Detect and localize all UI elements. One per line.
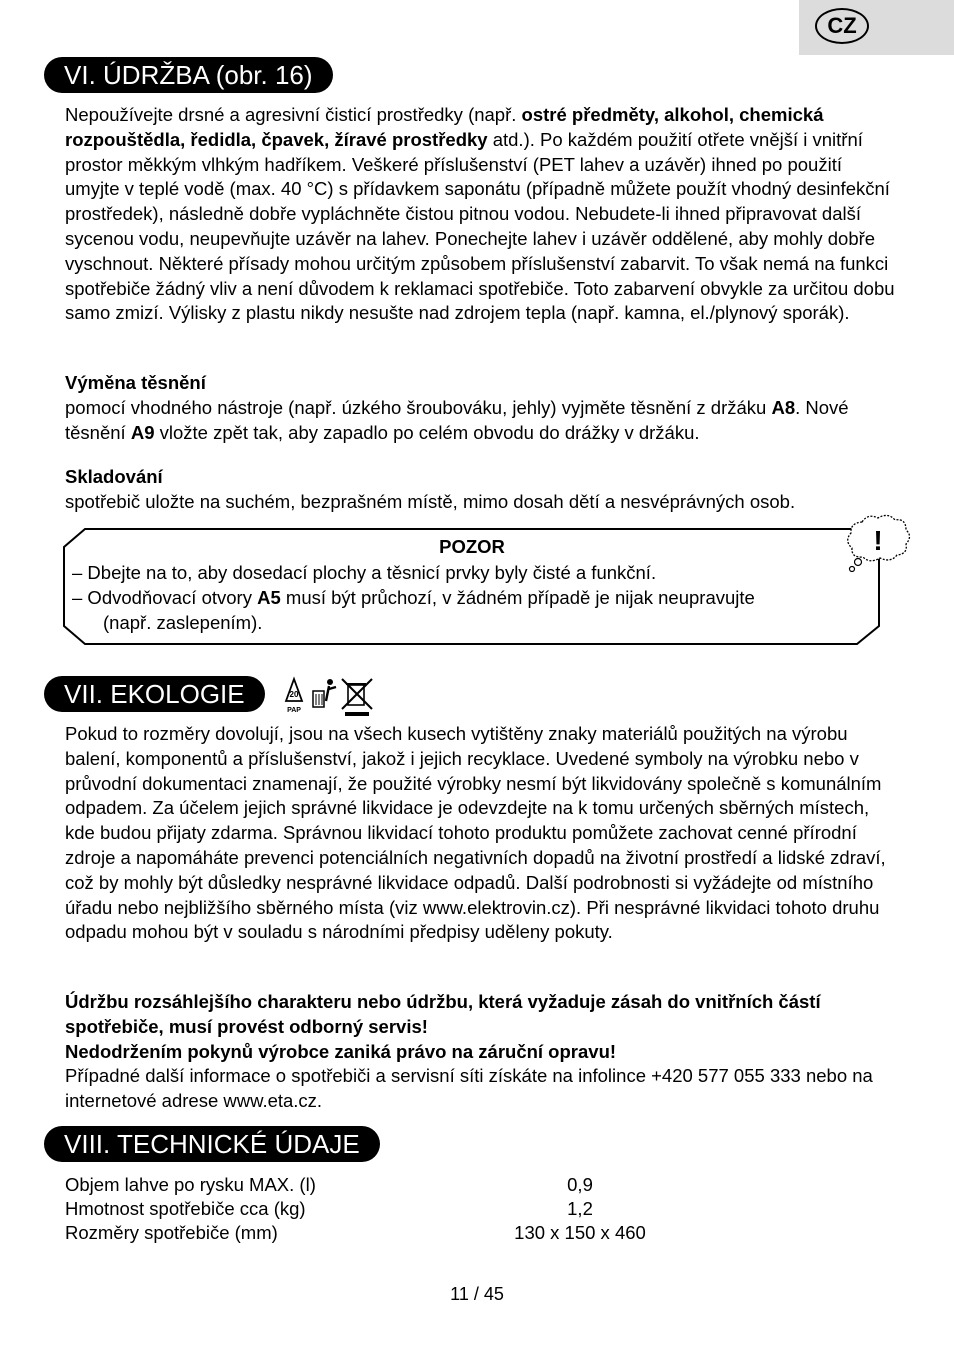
section-title-technical: VIII. TECHNICKÉ ÚDAJE	[44, 1126, 380, 1162]
storage-paragraph: Skladování spotřebič uložte na suchém, bezprašném místě, mimo dosah dětí a nesvéprávných osob.	[65, 466, 796, 512]
spec-value: 130 x 150 x 460	[514, 1222, 646, 1243]
warning-title: POZOR	[439, 536, 505, 557]
warning-bubble-icon	[842, 512, 914, 576]
svg-text:20: 20	[289, 690, 299, 699]
crossed-bin-icon	[342, 679, 372, 716]
warning-line-3: (např. zaslepením).	[103, 612, 263, 633]
service-notice-2: Nedodržením pokynů výrobce zaniká právo na záruční opravu!	[65, 1040, 617, 1062]
spec-label: Objem lahve po rysku MAX. (l)	[65, 1174, 316, 1195]
spec-label: Hmotnost spotřebiče cca (kg)	[65, 1198, 306, 1219]
seal-replacement-paragraph: Výměna těsnění pomocí vhodného nástroje (např. úzkého šroubováku, jehly) vyjměte těsnění z držáku A8. Nové těsnění A9 vložte zpět tak, aby zapadlo po celém obvodu do drážky v držáku.	[65, 372, 849, 443]
tidyman-icon	[313, 679, 336, 707]
warning-line-1: – Dbejte na to, aby dosedací plochy a těsnicí prvky byly čisté a funkční.	[72, 562, 657, 583]
warning-line-2: – Odvodňovací otvory A5 musí být průchozí, v žádném případě je nijak neupravujte	[72, 587, 755, 608]
page-number: 11 / 45	[450, 1284, 504, 1304]
service-paragraph	[65, 990, 895, 1114]
language-tab	[799, 0, 954, 55]
exclamation-mark: !	[873, 525, 883, 556]
language-code: CZ	[815, 8, 869, 44]
spec-label: Rozměry spotřebiče (mm)	[65, 1222, 278, 1243]
ecology-icons	[280, 675, 376, 722]
storage-heading: Skladování	[65, 466, 163, 487]
section-title-maintenance: VI. ÚDRŽBA (obr. 16)	[44, 57, 333, 93]
recycle-pap-icon	[286, 679, 302, 714]
spec-value: 1,2	[567, 1198, 593, 1219]
svg-text:PAP: PAP	[287, 707, 301, 714]
ecology-paragraph: Pokud to rozměry dovolují, jsou na všech kusech vytištěny znaky materiálů použitých na výrobu balení, komponentů a příslušenství, jakož i jejich recyklace. Uvedené symboly na výrobku nebo v průvodní dokumentaci znamenají, že použité výrobky nesmí být likvidovány společně s komunálním odpadem. Za účelem jejich správné likvidace je odevzdejte na k tomu určených sběrných místech, kde budou přijaty zdarma. Správnou likvidací tohoto produktu pomůžete zachovat cenné přírodní zdroje a napomáháte prevenci potenciálních negativních dopadů na životní prostředí a lidské zdraví, což by mohly být důsledky nesprávné likvidace odpadů. Další podrobnosti si vyžádejte od místního úřadu nebo nejbližšího sběrného místa (viz www.elektrovin.cz). Při nesprávné likvidaci tohoto druhu odpadu mohou být v souladu s národními předpisy uděleny pokuty.	[65, 723, 886, 943]
service-contact: Případné další informace o spotřebiči a servisní síti získáte na infolince +420 577 055 333 nebo na internetové adrese www.eta.cz.	[65, 1065, 873, 1112]
maintenance-paragraph: Nepoužívejte drsné a agresivní čisticí prostředky (např. ostré předměty, alkohol, chemická rozpouštědla, ředidla, čpavek, žíravé prostředky atd.). Po každém použití otřete vnější i vnitřní prostor měkkým vlhkým hadříkem. Veškeré příslušenství (PET lahev a uzávěr) ihned po použití umyjte v teplé vodě (max. 40 °C) s přídavkem saponátu (případně můžete použít vhodný desinfekční prostředek), následně dobře vypláchněte čistou pitnou vodou. Nebudete-li ihned připravovat další sycenou vodu, neupevňujte uzávěr na lahev. Ponechejte lahev i uzávěr oddělené, aby mohly dobře vyschnout. Některé přísady mohou určitým způsobem příslušenství zabarvit. To však nemá na funkci spotřebiče žádný vliv a není důvodem k reklamaci spotřebiče. Toto zabarvení obvykle za určitou dobu samo zmizí. Výlisky z plastu nikdy nesušte nad zdrojem tepla (např. kamna, el./plynový sporák).	[65, 104, 895, 324]
spec-value: 0,9	[567, 1174, 593, 1195]
section-title-ecology: VII. EKOLOGIE	[44, 676, 265, 712]
warning-box	[63, 528, 881, 646]
seal-heading: Výměna těsnění	[65, 372, 206, 393]
recycling-symbols-icon	[280, 675, 376, 717]
service-notice-1: Údržbu rozsáhlejšího charakteru nebo údržbu, která vyžaduje zásah do vnitřních částí spotřebiče, musí provést odborný servis!	[65, 991, 821, 1037]
